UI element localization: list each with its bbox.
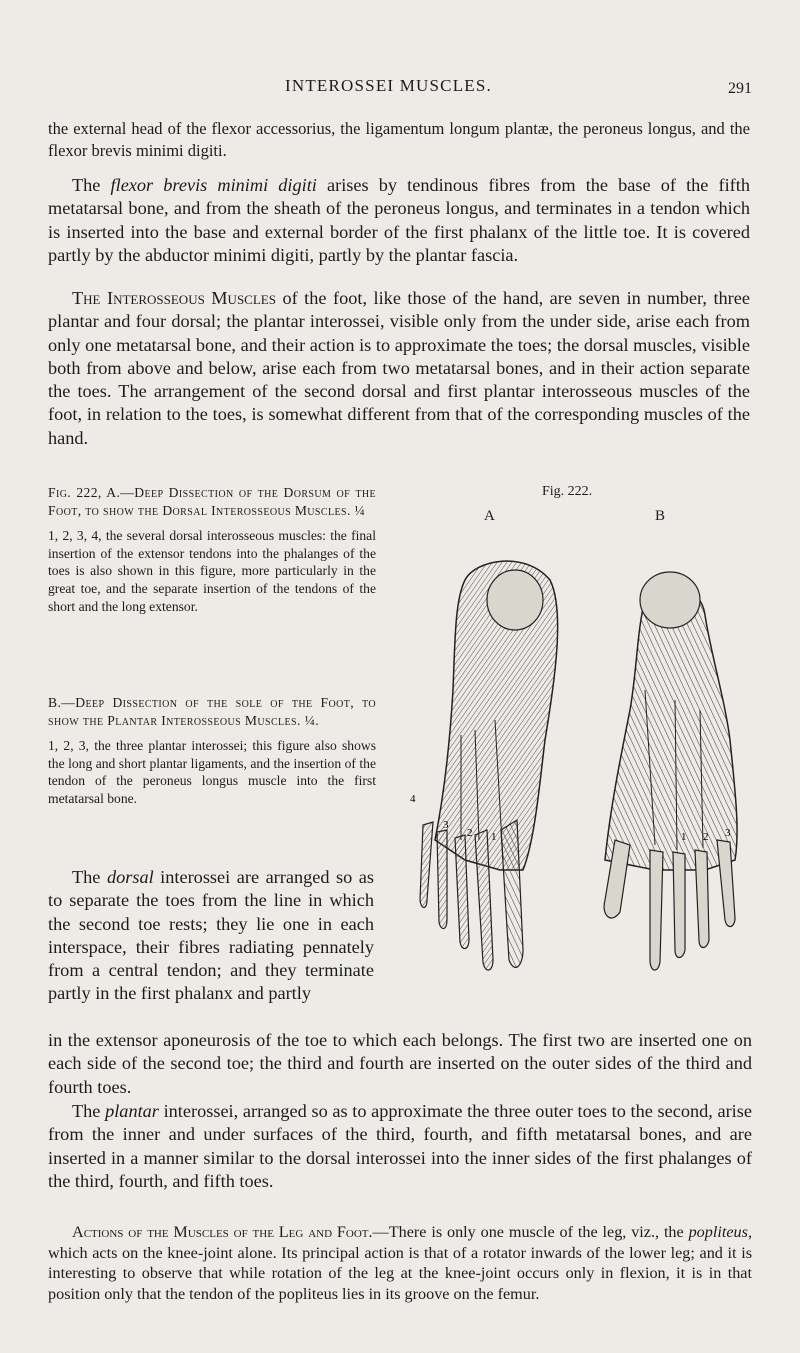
paragraph-2-lead: The bbox=[72, 175, 111, 195]
paragraph-6-rest: , which acts on the knee-joint alone. Its principal action is that of a rotator inwards of the lower leg; and it is interesting to observe that while rotation of the leg at the knee-joint occurs only in flexion, it is in that position only that the tendon of the popliteus lies in its groove on the femur. bbox=[48, 1223, 752, 1303]
paragraph-plantar bbox=[48, 1100, 752, 1193]
term-flexor-brevis: flexor brevis minimi digiti bbox=[110, 175, 317, 195]
paragraph-4-lead: The bbox=[72, 867, 107, 887]
figure-letter-b: B bbox=[655, 508, 666, 524]
figure-a-number-2: 2 bbox=[467, 827, 473, 839]
paragraph-flexor-brevis bbox=[48, 174, 750, 267]
caption-a-title: Fig. 222, A.—Deep Dissection of the Dorsum of the Foot, to show the Dorsal Interosseous Muscles. ¼ bbox=[48, 485, 376, 518]
figure-letter-a: A bbox=[484, 508, 495, 524]
term-plantar: plantar bbox=[105, 1101, 159, 1121]
paragraph-3-rest: of the foot, like those of the hand, are seven in number, three plantar and four dorsal; the plantar interossei, visible only from the under side, arise each from only one metatarsal bone, and their action is to approximate the toes; the dorsal muscles, visible both from above and below, arise each from two metatarsal bones, and in their action separate the toes. The arrangement of the second dorsal and first plantar interosseous muscles of the foot, in relation to the toes, is somewhat different from that of the corresponding muscles of the hand. bbox=[48, 288, 750, 448]
figure-a-number-3: 3 bbox=[443, 819, 449, 831]
running-title: INTEROSSEI MUSCLES. bbox=[285, 76, 492, 95]
figure-b-number-2: 2 bbox=[703, 831, 709, 843]
figure-b-number-3: 3 bbox=[725, 827, 731, 839]
paragraph-5-lead: The bbox=[72, 1101, 106, 1121]
figure-a-dorsal-foot bbox=[410, 561, 558, 970]
paragraph-continued bbox=[48, 118, 750, 161]
paragraph-4-wrap: interossei are arranged so as to separate the toes from the line in which the second toe rests; they lie one in each interspace, their fibres radiating pennately from a central tendon; and they terminate partly in the first phalanx and partly bbox=[48, 867, 375, 1004]
paragraph-6-lead: —There is only one muscle of the leg, viz., the bbox=[372, 1223, 689, 1241]
paragraph-interosseous bbox=[48, 287, 750, 450]
caption-a-text: 1, 2, 3, 4, the several dorsal interosseous muscles: the final insertion of the extensor tendons into the phalanges of the toes is also shown in this figure, more particularly in the great toe, and the separate insertion of the tendons of the short and the long extensor. bbox=[48, 528, 376, 614]
figure-a-number-4: 4 bbox=[410, 793, 416, 805]
page-number: 291 bbox=[728, 80, 752, 97]
paragraph-dorsal-continued: in the extensor aponeurosis of the toe to which each belongs. The first two are inserted one on each side of the second toe; the third and fourth are inserted on the outer sides of the third and fourth toes. bbox=[48, 1030, 752, 1097]
paragraph-1-text: the external head of the flexor accessorius, the ligamentum longum plantæ, the peroneus longus, and the flexor brevis minimi digiti. bbox=[48, 119, 750, 160]
caption-b-text: 1, 2, 3, the three plantar interossei; this figure also shows the long and short plantar ligaments, and the insertion of the tendon of the peroneus longus muscle into the first metatarsal bone. bbox=[48, 738, 376, 806]
term-dorsal: dorsal bbox=[106, 867, 154, 887]
foot-dissection-figure bbox=[405, 540, 750, 1010]
heading-interosseous: The Interosseous Muscles bbox=[72, 288, 276, 308]
paragraph-actions bbox=[48, 1222, 752, 1304]
figure-b-number-1: 1 bbox=[681, 831, 687, 843]
paragraph-dorsal-wrap bbox=[48, 866, 374, 1006]
figure-b-plantar-foot bbox=[604, 572, 737, 970]
figure-caption-a bbox=[48, 484, 376, 623]
figure-label: Fig. 222. bbox=[542, 484, 593, 499]
paragraph-5-rest: interossei, arranged so as to approximate the three outer toes to the second, arise from the inner and under surfaces of the third, fourth, and fifth metatarsal bones, and are inserted in a manner similar to the dorsal interossei into the inner sides of the first phalanges of the third, fourth, and fifth toes. bbox=[48, 1101, 752, 1191]
heading-actions: Actions of the Muscles of the Leg and Foot. bbox=[72, 1223, 373, 1241]
caption-b-title: B.—Deep Dissection of the sole of the Foot, to show the Plantar Interosseous Muscles. ¼. bbox=[48, 695, 376, 728]
term-popliteus: popliteus bbox=[688, 1223, 748, 1241]
paragraph-2-rest: arises by tendinous fibres from the base of the fifth metatarsal bone, and from the sheath of the peroneus longus, and terminates in a tendon which is inserted into the base and external border of the first phalanx of the little toe. It is covered partly by the abductor minimi digiti, partly by the plantar fascia. bbox=[48, 175, 750, 265]
figure-caption-b bbox=[48, 694, 376, 816]
figure-a-number-1: 1 bbox=[491, 831, 497, 843]
